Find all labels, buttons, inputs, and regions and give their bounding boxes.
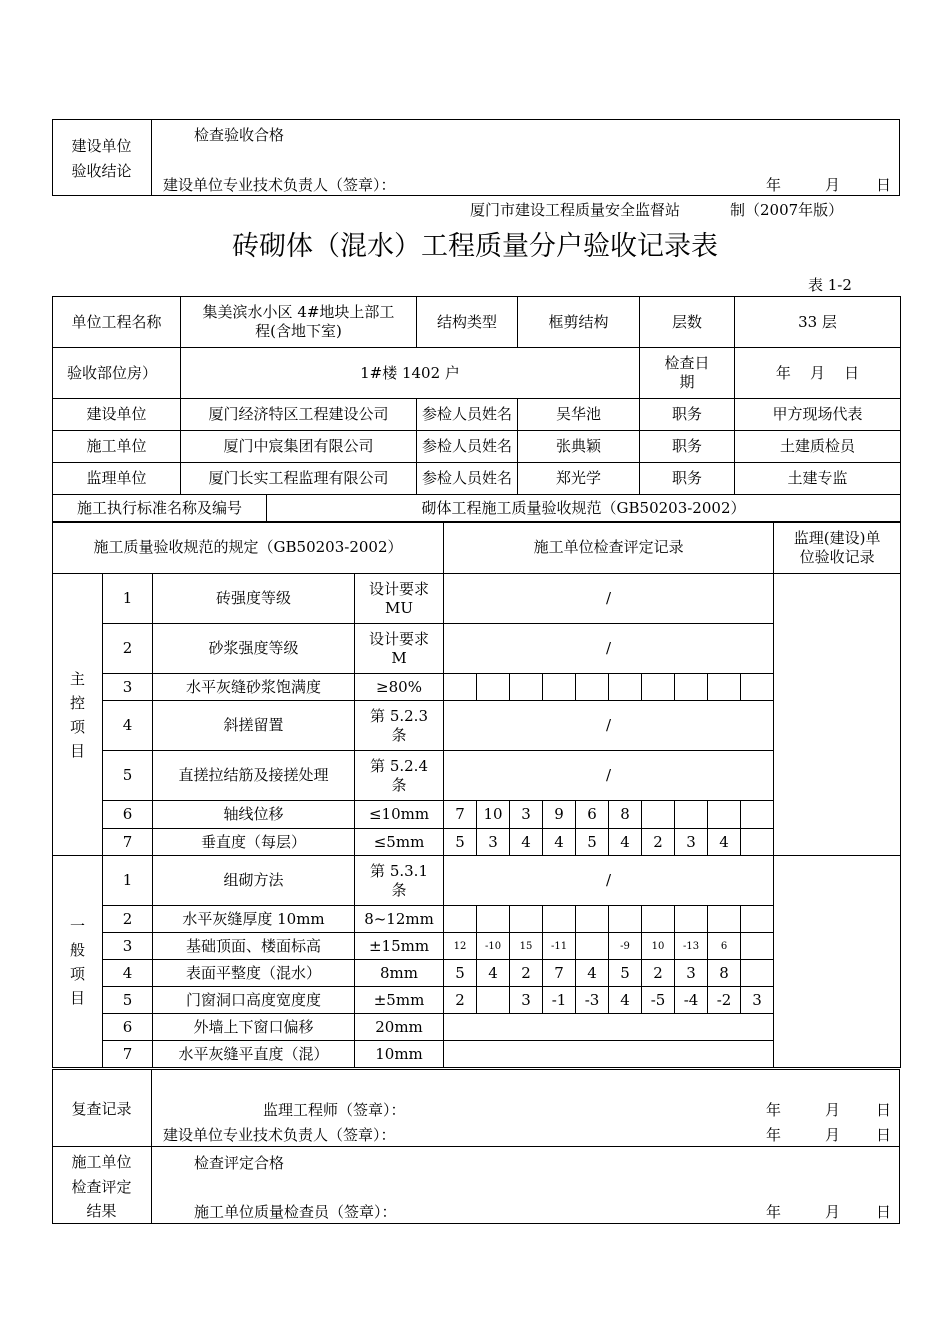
value-cell: [609, 906, 642, 933]
general-group-label: [53, 856, 103, 1068]
item-requirement: ≥80%: [355, 674, 444, 701]
item-requirement: ±15mm: [355, 933, 444, 960]
supervisor-person-value: 郑光学: [518, 463, 640, 495]
item-requirement: ±5mm: [355, 987, 444, 1014]
item-record: /: [444, 574, 774, 624]
value-cell: 3: [510, 801, 543, 829]
item-requirement: 20mm: [355, 1014, 444, 1041]
recheck-month-2: 月: [825, 1126, 841, 1144]
owner-unit-value: 厦门经济特区工程建设公司: [181, 399, 417, 431]
contractor-result-label-1: 施工单位: [71, 1153, 132, 1171]
value-cell: 3: [477, 829, 510, 856]
value-cell: [741, 674, 774, 701]
value-cell: -5: [642, 987, 675, 1014]
table-row: [53, 906, 901, 933]
supervisor-signature: 监理工程师（签章）：: [263, 1101, 406, 1119]
general-group-label-char: 般: [69, 940, 85, 959]
contractor-role-label: 职务: [640, 431, 735, 463]
table-row: [53, 674, 901, 701]
value-cell: 10: [477, 801, 510, 829]
item-no: 7: [103, 1041, 153, 1068]
value-cell: [708, 674, 741, 701]
value-cell: [741, 801, 774, 829]
owner-conclusion-divider: [151, 119, 152, 196]
value-cell: 5: [609, 960, 642, 987]
info-table: [52, 296, 901, 495]
item-no: 1: [103, 574, 153, 624]
value-cell: [444, 906, 477, 933]
project-value-line1: 集美滨水小区 4#地块上部工: [202, 303, 395, 321]
table-row: [53, 1041, 901, 1068]
spec-header: 施工质量验收规范的规定（GB50203-2002）: [53, 522, 444, 574]
value-cell: [609, 674, 642, 701]
page-title: 砖砌体（混水）工程质量分户验收记录表: [232, 231, 718, 262]
value-cell: 4: [543, 829, 576, 856]
value-cell: [675, 906, 708, 933]
value-cell: 10: [642, 933, 675, 960]
item-name: 组砌方法: [153, 856, 355, 906]
item-no: 5: [103, 751, 153, 801]
recheck-separator: [52, 1146, 900, 1147]
contractor-result-text: 检查评定合格: [194, 1154, 285, 1172]
value-cell: [675, 801, 708, 829]
item-name: 砖强度等级: [153, 574, 355, 624]
contractor-unit-value: 厦门中宸集团有限公司: [181, 431, 417, 463]
result-year: 年: [766, 1203, 782, 1221]
item-name: 基础顶面、楼面标高: [153, 933, 355, 960]
owner-role-value: 甲方现场代表: [735, 399, 901, 431]
value-cell: 2: [642, 829, 675, 856]
item-no: 1: [103, 856, 153, 906]
value-cell: 4: [510, 829, 543, 856]
item-requirement: 8~12mm: [355, 906, 444, 933]
item-requirement: ≤10mm: [355, 801, 444, 829]
value-cell: [510, 674, 543, 701]
item-record: /: [444, 751, 774, 801]
structure-label: 结构类型: [417, 297, 518, 348]
item-name: 水平灰缝厚度 10mm: [153, 906, 355, 933]
owner-tech-signature: 建设单位专业技术负责人（签章）：: [163, 1126, 396, 1144]
value-cell: [741, 960, 774, 987]
table-row: [53, 701, 901, 751]
item-requirement: 8mm: [355, 960, 444, 987]
owner-person-label: 参检人员姓名: [417, 399, 518, 431]
item-requirement: ≤5mm: [355, 829, 444, 856]
table-row: [53, 1014, 901, 1041]
contractor-person-value: 张典颖: [518, 431, 640, 463]
standard-label: 施工执行标准名称及编号: [53, 495, 267, 523]
value-cell: 4: [477, 960, 510, 987]
contractor-role-value: 土建质检员: [735, 431, 901, 463]
recheck-year-2: 年: [766, 1126, 782, 1144]
check-date-label: [640, 348, 735, 399]
item-record: /: [444, 624, 774, 674]
value-cell: 8: [708, 960, 741, 987]
value-cell: [576, 674, 609, 701]
project-value-line2: 程(含地下室): [255, 322, 342, 340]
item-record: /: [444, 856, 774, 906]
req-line: 第 5.3.1: [370, 861, 428, 880]
item-name: 表面平整度（混水）: [153, 960, 355, 987]
owner-signature-label: 建设单位专业技术负责人（签章）：: [163, 176, 396, 194]
value-cell: 3: [675, 960, 708, 987]
check-date-label-line1: 检查日: [664, 354, 710, 372]
general-group-label-char: 目: [69, 988, 85, 1007]
value-cell: [741, 933, 774, 960]
item-record: [444, 1014, 774, 1041]
general-group-label-char: 项: [69, 964, 85, 983]
inspector-signature: 施工单位质量检查员（签章）：: [194, 1203, 397, 1221]
item-name: 外墙上下窗口偏移: [153, 1014, 355, 1041]
inspection-table: [52, 521, 901, 1068]
table-row: [53, 624, 901, 674]
value-cell: 5: [576, 829, 609, 856]
value-cell: [477, 674, 510, 701]
location-label: 验收部位房）: [53, 348, 181, 399]
value-cell: 3: [675, 829, 708, 856]
value-cell: [642, 906, 675, 933]
value-cell: [642, 674, 675, 701]
floors-label: 层数: [640, 297, 735, 348]
recheck-day-2: 日: [876, 1126, 892, 1144]
contractor-person-label: 参检人员姓名: [417, 431, 518, 463]
req-line: 设计要求: [369, 579, 430, 598]
owner-date-day: 日: [876, 176, 892, 194]
item-no: 2: [103, 624, 153, 674]
standard-table: [52, 494, 901, 523]
owner-conclusion-text: 检查验收合格: [194, 126, 285, 144]
value-cell: 15: [510, 933, 543, 960]
owner-unit-label: 建设单位: [53, 399, 181, 431]
item-requirement: [355, 574, 444, 624]
item-name: 水平灰缝砂浆饱满度: [153, 674, 355, 701]
result-month: 月: [825, 1203, 841, 1221]
table-row: [53, 801, 901, 829]
req-line: 条: [391, 725, 407, 744]
req-line: 条: [391, 880, 407, 899]
value-cell: 3: [741, 987, 774, 1014]
item-no: 5: [103, 987, 153, 1014]
value-cell: 2: [510, 960, 543, 987]
value-cell: -13: [675, 933, 708, 960]
owner-role-label: 职务: [640, 399, 735, 431]
value-cell: 5: [444, 829, 477, 856]
issuer: 厦门市建设工程质量安全监督站: [470, 201, 681, 219]
value-cell: 2: [642, 960, 675, 987]
supervisor-role-label: 职务: [640, 463, 735, 495]
owner-conclusion-label-1: 建设单位: [71, 137, 132, 155]
result-day: 日: [876, 1203, 892, 1221]
item-requirement: [355, 856, 444, 906]
item-no: 3: [103, 674, 153, 701]
value-cell: -10: [477, 933, 510, 960]
edition: 制（2007年版）: [730, 201, 844, 219]
owner-date-month: 月: [825, 176, 841, 194]
value-cell: -11: [543, 933, 576, 960]
item-name: 门窗洞口高度宽度度: [153, 987, 355, 1014]
item-name: 直搓拉结筋及接搓处理: [153, 751, 355, 801]
value-cell: [510, 906, 543, 933]
item-name: 斜搓留置: [153, 701, 355, 751]
value-cell: 4: [609, 829, 642, 856]
value-cell: 8: [609, 801, 642, 829]
item-no: 4: [103, 701, 153, 751]
value-cell: 7: [444, 801, 477, 829]
value-cell: [543, 674, 576, 701]
item-name: 水平灰缝平直度（混）: [153, 1041, 355, 1068]
item-requirement: [355, 701, 444, 751]
table-number: 表 1-2: [808, 276, 852, 294]
recheck-day-1: 日: [876, 1101, 892, 1119]
structure-value: 框剪结构: [518, 297, 640, 348]
contractor-unit-label: 施工单位: [53, 431, 181, 463]
value-cell: [642, 801, 675, 829]
req-line: 设计要求: [369, 629, 430, 648]
project-value: [181, 297, 417, 348]
value-cell: [576, 906, 609, 933]
owner-conclusion-label-2: 验收结论: [71, 162, 132, 180]
value-cell: 3: [510, 987, 543, 1014]
main-group-label-char: 目: [69, 741, 85, 760]
value-cell: 4: [708, 829, 741, 856]
item-no: 7: [103, 829, 153, 856]
recheck-label: 复查记录: [71, 1100, 132, 1118]
location-value: 1#楼 1402 户: [181, 348, 640, 399]
supervisor-unit-label: 监理单位: [53, 463, 181, 495]
item-no: 6: [103, 1014, 153, 1041]
table-row: [53, 933, 901, 960]
table-row: [53, 960, 901, 987]
value-cell: [477, 987, 510, 1014]
value-cell: [708, 801, 741, 829]
floors-value: 33 层: [735, 297, 901, 348]
value-cell: 12: [444, 933, 477, 960]
value-cell: [444, 674, 477, 701]
owner-person-value: 吴华池: [518, 399, 640, 431]
value-cell: [543, 906, 576, 933]
value-cell: 5: [444, 960, 477, 987]
supervisor-header: [774, 522, 901, 574]
supervisor-record-general: [774, 856, 901, 1068]
item-no: 2: [103, 906, 153, 933]
value-cell: 6: [576, 801, 609, 829]
value-cell: [576, 933, 609, 960]
owner-date-year: 年: [766, 176, 782, 194]
req-line: 第 5.2.4: [370, 756, 428, 775]
contractor-result-label-2: 检查评定: [71, 1178, 132, 1196]
item-name: 砂浆强度等级: [153, 624, 355, 674]
value-cell: [741, 829, 774, 856]
item-requirement: [355, 751, 444, 801]
table-row: [53, 751, 901, 801]
value-cell: -2: [708, 987, 741, 1014]
value-cell: [477, 906, 510, 933]
table-row: [53, 987, 901, 1014]
contractor-header: 施工单位检查评定记录: [444, 522, 774, 574]
value-cell: -3: [576, 987, 609, 1014]
req-line: M: [391, 648, 407, 667]
table-row: [53, 829, 901, 856]
item-no: 6: [103, 801, 153, 829]
item-requirement: [355, 624, 444, 674]
supervisor-record-main: [774, 574, 901, 856]
table-row: [53, 856, 901, 906]
value-cell: -1: [543, 987, 576, 1014]
value-cell: [675, 674, 708, 701]
value-cell: -4: [675, 987, 708, 1014]
item-no: 4: [103, 960, 153, 987]
value-cell: 2: [444, 987, 477, 1014]
req-line: 第 5.2.3: [370, 706, 428, 725]
table-row: [53, 574, 901, 624]
main-group-label-char: 控: [69, 693, 85, 712]
recheck-month-1: 月: [825, 1101, 841, 1119]
main-group-label-char: 主: [69, 669, 85, 688]
value-cell: 4: [609, 987, 642, 1014]
supervisor-header-line2: 位验收记录: [799, 547, 875, 566]
value-cell: 7: [543, 960, 576, 987]
value-cell: 4: [576, 960, 609, 987]
general-group-label-char: 一: [69, 916, 85, 935]
recheck-year-1: 年: [766, 1101, 782, 1119]
main-group-label: [53, 574, 103, 856]
supervisor-role-value: 土建专监: [735, 463, 901, 495]
contractor-result-label-3: 结果: [86, 1202, 117, 1220]
standard-value: 砌体工程施工质量验收规范（GB50203-2002）: [267, 495, 901, 523]
project-label: 单位工程名称: [53, 297, 181, 348]
value-cell: 6: [708, 933, 741, 960]
supervisor-unit-value: 厦门长实工程监理有限公司: [181, 463, 417, 495]
supervisor-header-line1: 监理(建设)单: [793, 528, 881, 547]
item-no: 3: [103, 933, 153, 960]
item-name: 垂直度（每层）: [153, 829, 355, 856]
req-line: 条: [391, 775, 407, 794]
value-cell: [708, 906, 741, 933]
item-record: /: [444, 701, 774, 751]
value-cell: 9: [543, 801, 576, 829]
value-cell: -9: [609, 933, 642, 960]
item-name: 轴线位移: [153, 801, 355, 829]
item-record: [444, 1041, 774, 1068]
main-group-label-char: 项: [69, 717, 85, 736]
check-date-label-line2: 期: [679, 373, 695, 391]
value-cell: [741, 906, 774, 933]
item-requirement: 10mm: [355, 1041, 444, 1068]
req-line: MU: [385, 598, 414, 617]
check-date-value: 年 月 日: [735, 348, 901, 399]
supervisor-person-label: 参检人员姓名: [417, 463, 518, 495]
